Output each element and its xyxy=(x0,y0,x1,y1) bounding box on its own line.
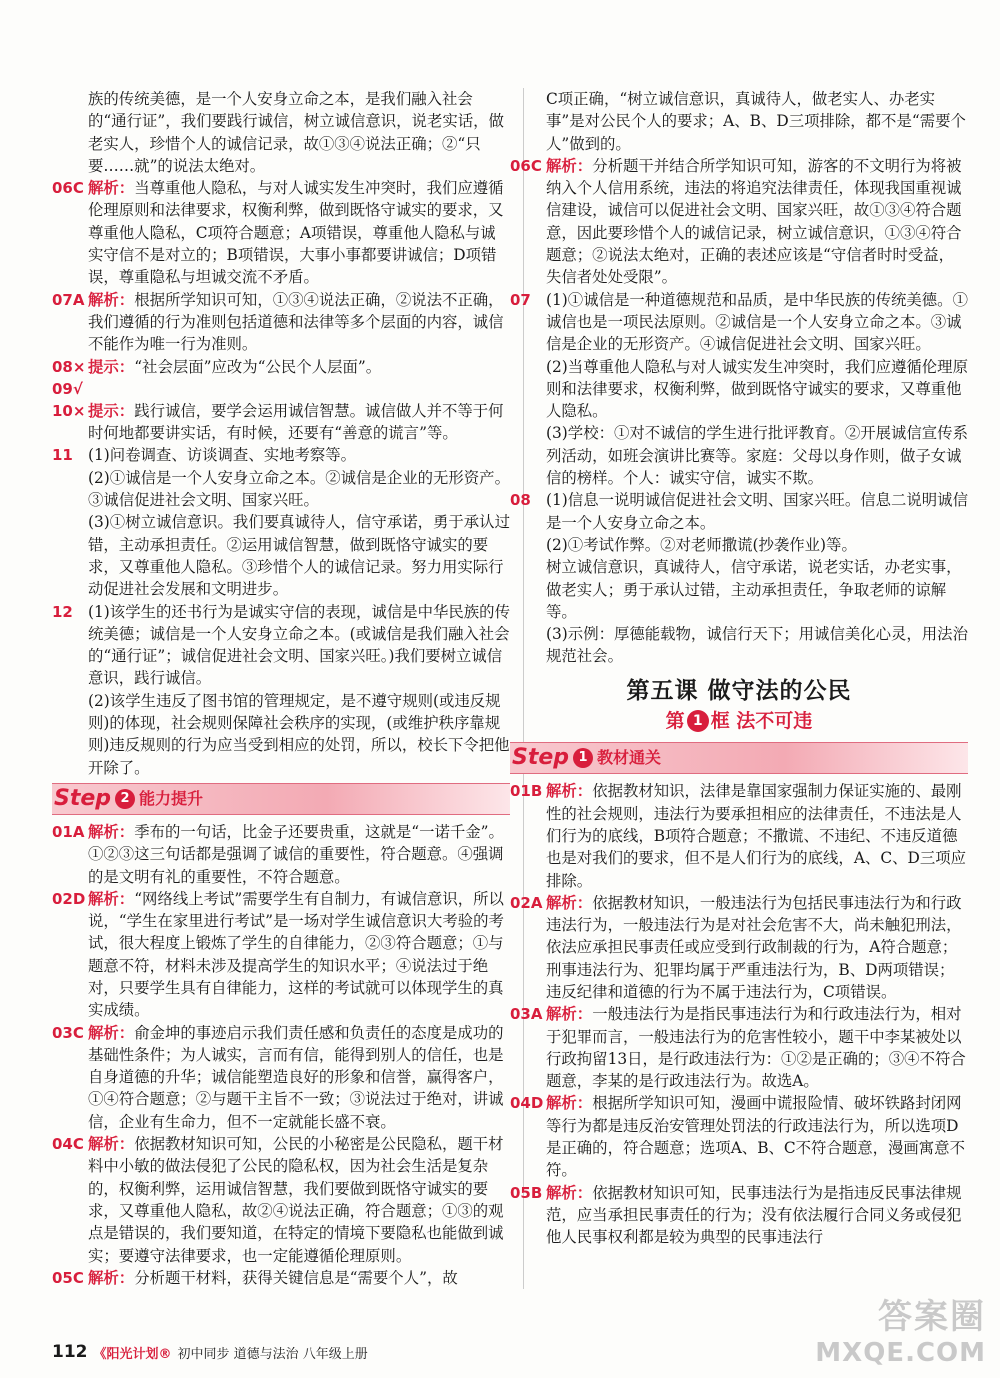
answer-text: 践行诚信，要学会运用诚信智慧。诚信做人并不等于何时何地都要讲实话，有时候，还要有“善意的谎言”等。 xyxy=(88,401,504,443)
frame-title xyxy=(510,710,968,732)
answer-item-rb04 xyxy=(510,1092,968,1181)
answer-item-08 xyxy=(52,356,510,378)
left-column xyxy=(52,88,510,1289)
answer-text: 依据教材知识可知，公民的小秘密是公民隐私，题干材料中小敏的做法侵犯了公民的隐私权，因为社会生活是复杂的，权衡利弊，运用诚信智慧，我们要做到既恪守诚实的要求，又尊重他人隐私，故②④说法正确，符合题意；①③的观点是错误的，我们要知道，在特定的情境下要隐私也能做到诚实；要遵守法律要求，也一定能遵循伦理原则。 xyxy=(88,1135,504,1265)
answer-text: 一般违法行为是指民事违法行为和行政违法行为，相对于犯罪而言，一般违法行为的危害性较小，题干中李某被处以行政拘留13日，是行政违法行为：①②是正确的；③④不符合题意，李某的是行政违法行为。故选A。 xyxy=(546,1005,966,1091)
answer-tag: 解析： xyxy=(546,782,593,801)
sub-answer: (3)示例：厚德能载物，诚信行天下；用诚信美化心灵，用法治规范社会。 xyxy=(546,625,968,666)
answer-text: 根据所学知识可知，漫画中谎报险情、破坏铁路封闭网等行为都是违反治安管理处罚法的行政违法行为，所以选项D是正确的，符合题意；选项A、B、C不符合题意，漫画寓意不符。 xyxy=(546,1094,965,1180)
step-number-badge: 1 xyxy=(573,748,593,768)
answer-item-rb05 xyxy=(510,1182,968,1249)
answer-text: 分析题干材料，获得关键信息是“需要个人”，故 xyxy=(134,1268,458,1287)
answer-item-09 xyxy=(52,378,510,400)
sub-answer: (2)①考试作弊。②对老师撒谎(抄袭作业)等。 xyxy=(546,535,857,554)
answer-item-b04 xyxy=(52,1133,510,1267)
answer-text: 依据教材知识可知，民事违法行为是指违反民事法律规范，应当承担民事责任的行为；没有依法履行合同义务或侵犯他人民事权利都是较为典型的民事违法行 xyxy=(546,1183,962,1247)
step-2-header xyxy=(52,783,510,815)
answer-item-rb02 xyxy=(510,892,968,1003)
answer-item-b03 xyxy=(52,1022,510,1133)
continued-paragraph: 族的传统美德，是一个人安身立命之本，是我们融入社会的“通行证”，我们要践行诚信，树立诚信意识，说老实话，做老实人，珍惜个人的诚信记录，故①③④说法正确；②“只要……就”的说法太绝对。 xyxy=(88,90,504,175)
frame-name: 框 法不可违 xyxy=(710,710,813,733)
item-number: 04C xyxy=(52,1135,84,1154)
sub-answer: (3)①树立诚信意识。我们要真诚待人，信守承诺，勇于承认过错，主动承担责任。②运用诚信智慧，做到既恪守诚实的要求，又尊重他人隐私。③珍惜个人的诚信记录。努力用实际行动促进社会发展和文明进步。 xyxy=(88,513,510,599)
sub-answer: 树立诚信意识，真诚待人，信守承诺，说老实话，办老实事，做老实人；勇于承认过错，主动承担责任，争取老师的谅解等。 xyxy=(546,558,962,621)
sub-answer: (3)学校：①对不诚信的学生进行批评教育。②开展诚信宣传系列活动，如班会演讲比赛等。家庭：父母以身作则，做子女诚信的榜样。个人：诚实守信，诚实不欺。 xyxy=(546,424,968,488)
answer-item-r06 xyxy=(510,155,968,289)
item-number: 03A xyxy=(510,1005,543,1024)
answer-item-b05 xyxy=(52,1267,510,1289)
answer-tag: 解析： xyxy=(546,1094,593,1113)
step-label: Step xyxy=(512,745,570,771)
item-number: 01A xyxy=(52,822,85,841)
answer-tag: 解析： xyxy=(88,1135,135,1154)
item-number: 01B xyxy=(510,782,543,801)
item-number: 11 xyxy=(52,446,73,465)
item-number: 05B xyxy=(510,1183,543,1202)
item-number: 12 xyxy=(52,602,73,621)
answer-tag: 解析： xyxy=(546,893,593,912)
answer-text: 分析题干并结合所学知识可知，游客的不文明行为将被纳入个人信用系统，违法的将追究法律责任，体现我国重视诚信建设，诚信可以促进社会文明、国家兴旺，故①③④符合题意，因此要珍惜个人的诚信记录，树立诚信意识，①③④符合题意；②说法太绝对，正确的表述应该是“守信者时时受益，失信者处处受限”。 xyxy=(546,156,962,287)
item-number: 08 xyxy=(510,491,531,510)
item-number: 05C xyxy=(52,1268,84,1287)
answer-tag: 解析： xyxy=(88,889,135,908)
answer-item-11 xyxy=(52,444,510,600)
answer-text: 根据所学知识可知，①③④说法正确，②说法不正确，我们遵循的行为准则包括道德和法律等多个层面的内容，诚信不能作为唯一行为准则。 xyxy=(88,290,504,354)
step-1-header xyxy=(510,742,968,774)
sub-answer: (2)①诚信是一个人安身立命之本。②诚信是企业的无形资产。③诚信促进社会文明、国家兴旺。 xyxy=(88,468,510,510)
sub-answer: (1)信息一说明诚信促进社会文明、国家兴旺。信息二说明诚信是一个人安身立命之本。 xyxy=(546,491,968,532)
item-number: 06C xyxy=(52,179,84,198)
item-number: 03C xyxy=(52,1023,84,1042)
step-label: Step xyxy=(54,785,112,811)
answer-item-06 xyxy=(52,177,510,288)
answer-item-12 xyxy=(52,601,510,779)
watermark-logo: 答案圈 xyxy=(878,1297,986,1337)
answer-tag: 提示： xyxy=(88,401,135,420)
item-number: 09√ xyxy=(52,379,83,398)
frame-number-badge: 1 xyxy=(687,710,709,732)
continued-paragraph: C项正确，“树立诚信意识，真诚待人，做老实人、办老实事”是对公民个人的要求；A、B、D三项排除，都不是“需要个人”做到的。 xyxy=(546,90,966,153)
item-number: 07 xyxy=(510,290,531,309)
answer-item-r07 xyxy=(510,289,968,490)
item-number: 02A xyxy=(510,893,543,912)
book-subtitle: 初中同步 道德与法治 八年级上册 xyxy=(177,1346,368,1362)
answer-tag: 解析： xyxy=(88,1023,135,1042)
sub-answer: (1)该学生的还书行为是诚实守信的表现，诚信是中华民族的传统美德；诚信是一个人安身立命之本。(或诚信是我们融入社会的“通行证”；诚信促进社会文明、国家兴旺。)我们要树立诚信意识，践行诚信。 xyxy=(88,602,510,688)
answer-tag: 解析： xyxy=(88,290,135,309)
answer-item-rb01 xyxy=(510,780,968,891)
answer-tag: 解析： xyxy=(88,1268,135,1287)
page-footer xyxy=(52,1340,368,1364)
page-number: 112 xyxy=(52,1342,88,1362)
answer-tag: 解析： xyxy=(546,156,593,175)
answer-item-rb03 xyxy=(510,1003,968,1092)
answer-tag: 解析： xyxy=(546,1183,593,1202)
lesson-title: 第五课 做守法的公民 xyxy=(626,677,852,704)
item-number: 06C xyxy=(510,156,542,175)
watermark-url: MXQE.COM xyxy=(815,1338,986,1368)
answer-text: “社会层面”应改为“公民个人层面”。 xyxy=(134,357,382,376)
answer-tag: 提示： xyxy=(88,357,135,376)
answer-item-b01 xyxy=(52,821,510,888)
answer-tag: 解析： xyxy=(546,1005,593,1024)
right-continued-text xyxy=(510,88,968,155)
answer-text: 当尊重他人隐私，与对人诚实发生冲突时，我们应遵循伦理原则和法律要求，权衡利弊，做到既恪守诚实的要求，又尊重他人隐私，C项符合题意；A项错误，尊重他人隐私与诚实守信不是对立的；B项错误，大事小事都要讲诚信；D项错误，尊重隐私与坦诚交流不矛盾。 xyxy=(88,179,504,287)
step-title: 教材通关 xyxy=(597,748,662,768)
answer-tag: 解析： xyxy=(88,179,135,198)
answer-text: 依据教材知识，一般违法行为包括民事违法行为和行政违法行为，一般违法行为是对社会危害不大，尚未触犯刑法，依法应承担民事责任或应受到行政制裁的行为，A符合题意；刑事违法行为、犯罪均属于严重违法行为，B、D两项错误；违反纪律和道德的行为不属于违法行为，C项错误。 xyxy=(546,893,962,1001)
item-number: 10× xyxy=(52,401,86,420)
right-column xyxy=(510,88,968,1249)
answer-text: 俞金坤的事迹启示我们责任感和负责任的态度是成功的基础性条件；为人诚实，言而有信，能得到别人的信任，也是自身道德的升华；诚信能塑造良好的形象和信誉，赢得客户，①④符合题意；②与题干主旨不一致；③说法过于绝对，讲诚信，企业有生命力，但不一定就能长盛不衰。 xyxy=(88,1023,504,1131)
answer-item-07 xyxy=(52,289,510,356)
step-title: 能力提升 xyxy=(139,788,204,808)
item-number: 08× xyxy=(52,357,86,376)
step-number-badge: 2 xyxy=(115,789,135,809)
watermark xyxy=(815,1289,986,1368)
sub-answer: (2)该学生违反了图书馆的管理规定，是不遵守规则(或违反规则)的体现，社会规则保障社会秩序的实现，(或维护秩序靠规则)违反规则的行为应当受到相应的处罚，所以，校长下令把他开除了。 xyxy=(88,691,510,777)
item-number: 02D xyxy=(52,889,86,908)
frame-prefix: 第 xyxy=(665,710,685,733)
answer-tag: 解析： xyxy=(88,822,135,841)
answer-text: 依据教材知识，法律是靠国家强制力保证实施的、最刚性的社会规则，违法行为要承担相应的法律责任，不违法是人们行为的底线，B项符合题意；不撒谎、不违纪、不违反道德也是对我们的要求，但不是人们行为的底线，A、C、D三项应排除。 xyxy=(546,782,966,890)
sub-answer: (1)①诚信是一种道德规范和品质，是中华民族的传统美德。①诚信也是一项民法原则。②诚信是一个人安身立命之本。③诚信是企业的无形资产。④诚信促进社会文明、国家兴旺。 xyxy=(546,290,968,354)
answer-text: “网络线上考试”需要学生有自制力，有诚信意识，所以说，“学生在家里进行考试”是一场对学生诚信意识大考验的考试，很大程度上锻炼了学生的自律能力，②③符合题意；①与题意不符，材料未涉及提高学生的知识水平；④说法过于绝对，只要学生具有自律能力，这样的考试就可以体现学生的真实成绩。 xyxy=(88,889,504,1020)
sub-answer: (2)当尊重他人隐私与对人诚实发生冲突时，我们应遵循伦理原则和法律要求，权衡利弊，做到既恪守诚实的要求，又尊重他人隐私。 xyxy=(546,357,968,421)
sub-answer: (1)问卷调查、访谈调查、实地考察等。 xyxy=(88,446,357,465)
answer-item-10 xyxy=(52,400,510,445)
item-number: 07A xyxy=(52,290,85,309)
brand-name: 《阳光计划® xyxy=(93,1346,172,1362)
left-continued-text xyxy=(52,88,510,177)
answer-item-r08 xyxy=(510,489,968,667)
answer-item-b02 xyxy=(52,888,510,1022)
answer-text: 季布的一句话，比金子还要贵重，这就是“一诺千金”。①②③这三句话都是强调了诚信的重要性，符合题意。④强调的是文明有礼的重要性，不符合题意。 xyxy=(88,822,504,886)
item-number: 04D xyxy=(510,1094,544,1113)
